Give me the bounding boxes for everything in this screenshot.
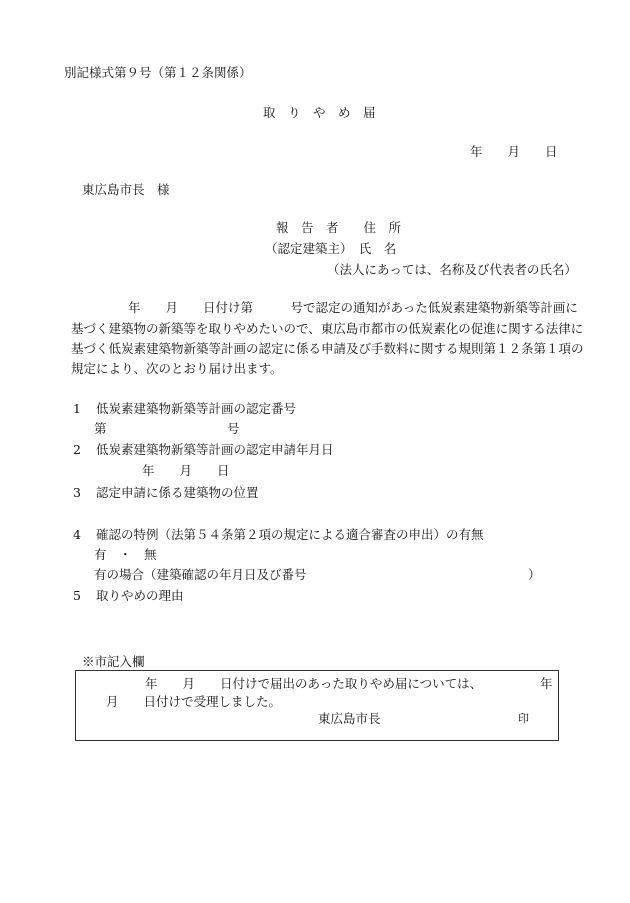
- reporter-name-label: （認定建築主） 氏 名: [265, 241, 397, 256]
- item-3-number: 3: [73, 485, 81, 500]
- item-2-label: 低炭素建築物新築等計画の認定申請年月日: [96, 442, 334, 457]
- document-title: 取 り や め 届: [263, 105, 376, 120]
- body-line-2: 基づく建築物の新築等を取りやめたいので、東広島市都市の低炭素化の促進に関する法律に: [71, 321, 584, 336]
- item-5-number: 5: [73, 588, 81, 603]
- item-4-case: 有の場合（建築確認の年月日及び番号: [94, 567, 307, 582]
- item-4-close-paren: ）: [528, 567, 541, 582]
- addressee: 東広島市長 様: [82, 182, 170, 197]
- reporter-note: （法人にあっては、名称及び代表者の氏名）: [327, 262, 577, 277]
- form-label: 別記様式第９号（第１２条関係）: [64, 65, 252, 80]
- city-section-line-1: 年 月 日付けで届出のあった取りやめ届については、: [145, 676, 483, 691]
- city-section-year: 年: [540, 676, 553, 691]
- reporter-address-label: 報 告 者 住 所: [276, 220, 402, 235]
- item-4-choice: 有 ・ 無: [94, 547, 157, 562]
- seal-mark: 印: [518, 712, 529, 725]
- item-4-label: 確認の特例（法第５４条第２項の規定による適合審査の申出）の有無: [96, 527, 484, 542]
- item-2-number: 2: [73, 442, 81, 457]
- item-1-label: 低炭素建築物新築等計画の認定番号: [96, 401, 297, 416]
- body-line-1: 年 月 日付け第 号で認定の通知があった低炭素建築物新築等計画に: [128, 300, 578, 315]
- body-line-3: 基づく低炭素建築物新築等計画の認定に係る申請及び手数料に関する規則第１２条第１項の: [71, 341, 584, 356]
- item-1-dai: 第: [94, 421, 107, 436]
- item-2-date: 年 月 日: [142, 463, 230, 478]
- item-3-label: 認定申請に係る建築物の位置: [96, 485, 259, 500]
- city-section-label: ※市記入欄: [82, 654, 145, 669]
- city-section-signer: 東広島市長: [318, 711, 381, 726]
- date-line: 年 月 日: [470, 144, 558, 159]
- body-line-4: 規定により、次のとおり届け出ます。: [71, 361, 283, 376]
- city-section-line-2: 月 日付けで受理しました。: [106, 694, 282, 709]
- item-1-number: 1: [73, 401, 81, 416]
- item-1-go: 号: [227, 421, 240, 436]
- item-5-label: 取りやめの理由: [96, 588, 184, 603]
- item-4-number: 4: [73, 527, 81, 542]
